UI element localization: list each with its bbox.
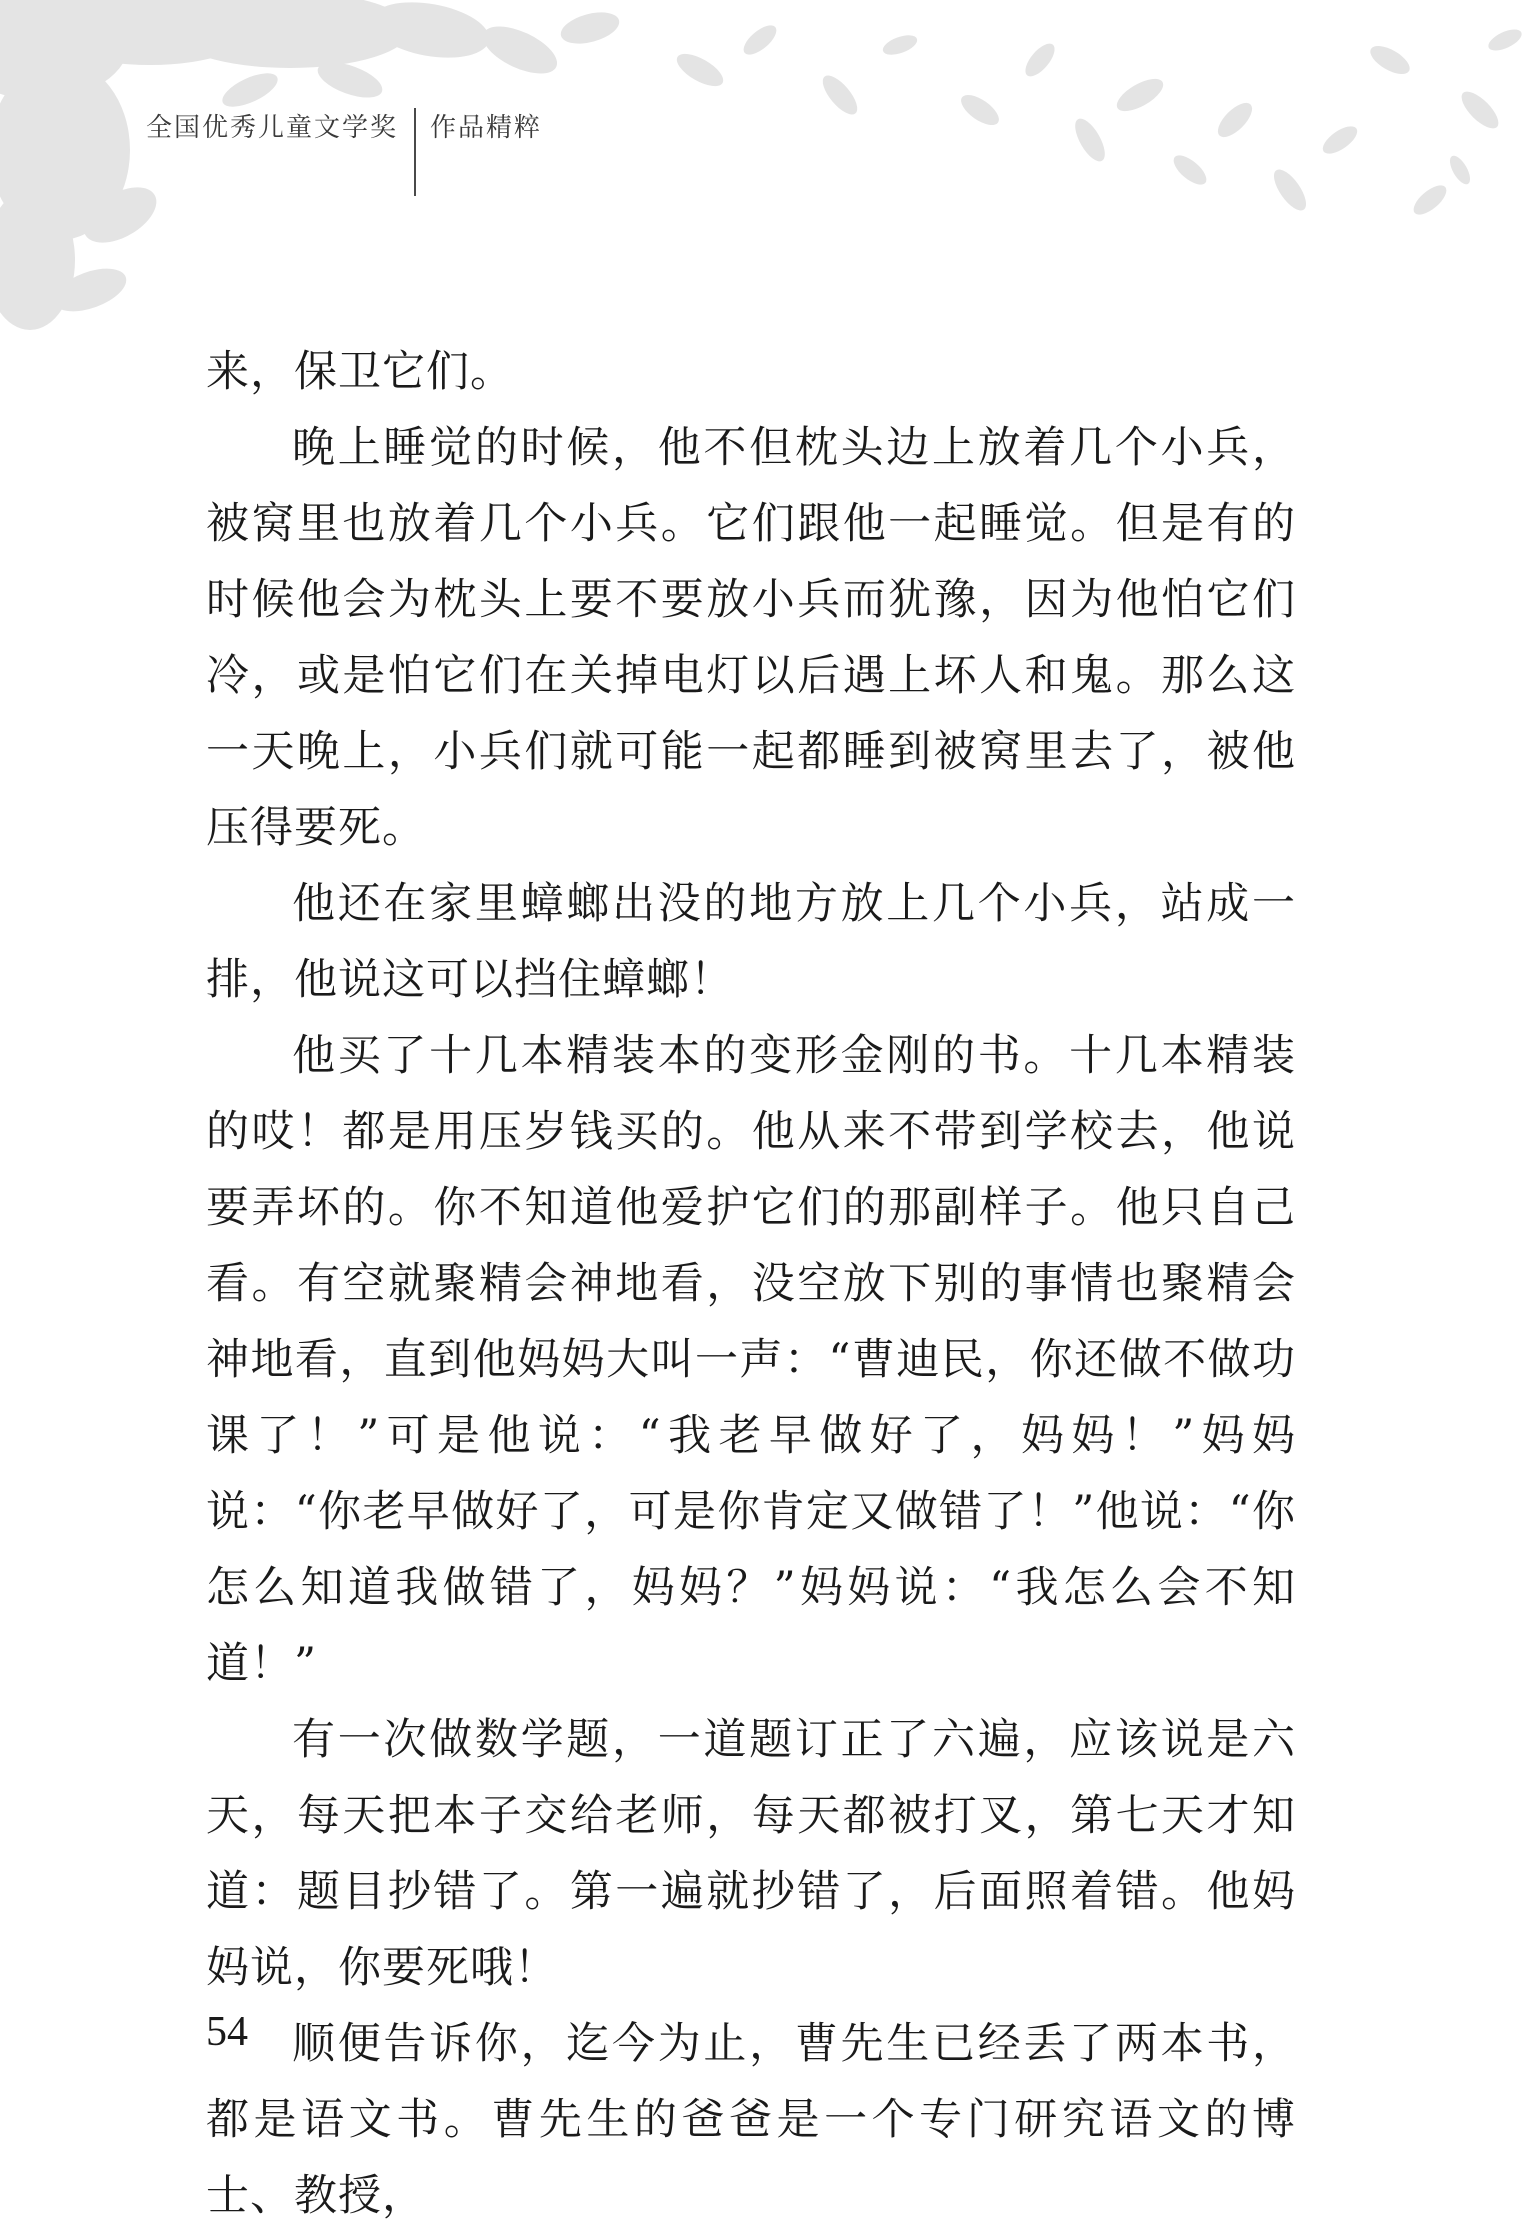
paragraph: 晚上睡觉的时候，他不但枕头边上放着几个小兵，被窝里也放着几个小兵。它们跟他一起睡觉。但是有的时候他会为枕头上要不要放小兵而犹豫，因为他怕它们冷，或是怕它们在关掉电灯以后遇上坏人和鬼。那么这一天晚上，小兵们就可能一起都睡到被窝里去了，被他压得要死。 — [206, 423, 1296, 853]
body-text — [206, 334, 1296, 2234]
running-header — [146, 108, 542, 198]
paragraph: 顺便告诉你，迄今为止，曹先生已经丢了两本书，都是语文书。曹先生的爸爸是一个专门研究语文的博士、教授， — [206, 2019, 1296, 2221]
paragraph-continued: 来，保卫它们。 — [206, 347, 514, 397]
paragraph: 有一次做数学题，一道题订正了六遍，应该说是六天，每天把本子交给老师，每天都被打叉，第七天才知道：题目抄错了。第一遍就抄错了，后面照着错。他妈妈说，你要死哦！ — [206, 1715, 1296, 1993]
page-number: 54 — [206, 2009, 248, 2055]
paragraph: 他还在家里蟑螂出没的地方放上几个小兵，站成一排，他说这可以挡住蟑螂！ — [206, 879, 1296, 1005]
section-title: 作品精粹 — [430, 113, 543, 143]
header-divider — [414, 108, 416, 196]
series-title: 全国优秀儿童文学奖 — [146, 113, 399, 143]
paragraph: 他买了十几本精装本的变形金刚的书。十几本精装的哎！都是用压岁钱买的。他从来不带到学校去，他说要弄坏的。你不知道他爱护它们的那副样子。他只自己看。有空就聚精会神地看，没空放下别的事情也聚精会神地看，直到他妈妈大叫一声：“曹迪民，你还做不做功课了！”可是他说：“我老早做好了，妈妈！”妈妈说：“你老早做好了，可是你肯定又做错了！”他说：“你怎么知道我做错了，妈妈？”妈妈说：“我怎么会不知道！” — [206, 1031, 1296, 1689]
